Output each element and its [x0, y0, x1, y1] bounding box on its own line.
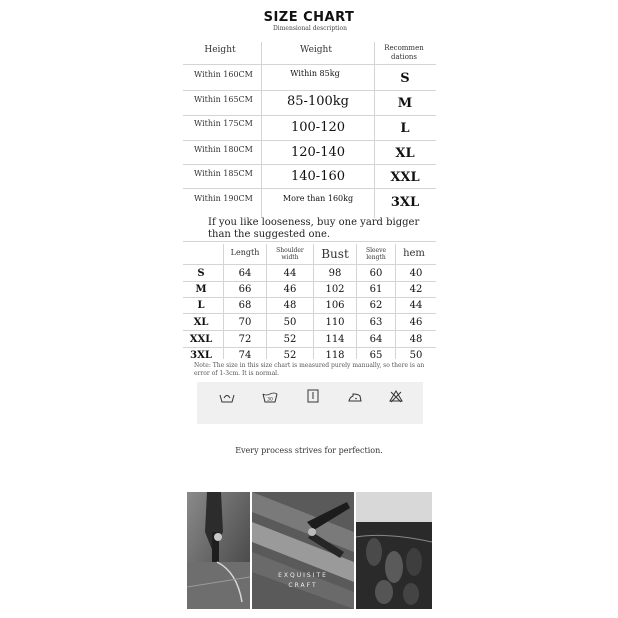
table1-rule: [183, 64, 436, 65]
row1-weight: Within 85kg: [290, 69, 340, 78]
size-chart-subtitle: Dimensional description: [273, 25, 347, 32]
cell-length: 66: [238, 284, 252, 295]
table2-divider: [356, 244, 357, 359]
cell-length: 64: [238, 268, 252, 279]
cell-shoulder: 52: [283, 334, 297, 345]
cell-sleeve: 65: [369, 350, 383, 361]
header-shoulder-width: Shoulder width: [276, 247, 304, 261]
sewing-machine-photo: [187, 492, 250, 609]
cell-bust: 110: [325, 317, 345, 328]
row-size: S: [197, 268, 205, 279]
table2-rule: [183, 264, 436, 265]
row2-size: M: [397, 96, 413, 111]
cell-hem: 40: [409, 268, 423, 279]
cell-hem: 46: [409, 317, 423, 328]
header-bust: Bust: [321, 247, 349, 261]
header-recommendations: Recommen dations: [384, 44, 424, 61]
cell-length: 72: [238, 334, 252, 345]
measurement-note: Note: The size in this size chart is measured purely manually, so there is an error of 1-3cm. It is normal.: [194, 362, 425, 377]
cell-bust: 114: [325, 334, 345, 345]
care-instructions-strip: [197, 382, 423, 424]
table1-rule: [183, 164, 436, 165]
row6-size: 3XL: [390, 195, 420, 210]
row6-weight: More than 160kg: [282, 194, 354, 203]
row3-height: Within 175CM: [194, 119, 253, 128]
cutting-tool-photo: [252, 492, 354, 609]
table1-rule: [183, 90, 436, 91]
craft-label-bottom: CRAFT: [288, 582, 318, 589]
cell-length: 74: [238, 350, 252, 361]
row4-size: XL: [395, 146, 415, 161]
table2-rule: [183, 281, 436, 282]
table1-divider: [261, 42, 262, 218]
cell-hem: 44: [409, 300, 423, 311]
hand-wash-icon: [219, 390, 235, 404]
row5-weight: 140-160: [290, 169, 346, 184]
craft-label-top: EXQUISITE: [278, 572, 328, 579]
table2-divider: [266, 244, 267, 359]
row2-height: Within 165CM: [194, 95, 253, 104]
table1-rule: [183, 115, 436, 116]
header-length: Length: [230, 248, 260, 257]
cell-shoulder: 46: [283, 284, 297, 295]
table2-rule: [183, 297, 436, 298]
cell-sleeve: 61: [369, 284, 383, 295]
cell-sleeve: 62: [369, 300, 383, 311]
row4-weight: 120-140: [290, 145, 346, 160]
cell-sleeve: 60: [369, 268, 383, 279]
header-weight: Weight: [300, 45, 332, 55]
table2-rule: [183, 313, 436, 314]
cell-sleeve: 63: [369, 317, 383, 328]
row5-size: XXL: [390, 170, 420, 185]
table1-rule: [183, 140, 436, 141]
hang-dry-icon: [305, 389, 321, 403]
cell-shoulder: 50: [283, 317, 297, 328]
looseness-note: If you like looseness, buy one yard bigger than the suggested one.: [208, 217, 420, 240]
row5-height: Within 185CM: [194, 169, 253, 178]
process-title: Every process strives for perfection.: [235, 446, 383, 455]
row3-weight: 100-120: [290, 120, 346, 135]
svg-text:30: 30: [267, 397, 273, 403]
size-chart-title: SIZE CHART: [263, 10, 355, 25]
cell-hem: 42: [409, 284, 423, 295]
cell-shoulder: 44: [283, 268, 297, 279]
row3-size: L: [400, 121, 410, 136]
row-size: 3XL: [190, 350, 212, 361]
cell-length: 68: [238, 300, 252, 311]
header-hem: hem: [403, 248, 425, 259]
header-height: Height: [204, 45, 236, 55]
row1-height: Within 160CM: [194, 70, 253, 79]
table2-rule: [183, 347, 436, 348]
thread-spools-photo: [356, 492, 432, 609]
row4-height: Within 180CM: [194, 145, 253, 154]
table2-divider: [223, 244, 224, 359]
wash-temperature-icon: [262, 390, 278, 404]
cell-shoulder: 52: [283, 350, 297, 361]
table2-rule: [183, 330, 436, 331]
row-size: XXL: [189, 334, 213, 345]
row-size: M: [195, 284, 207, 295]
row1-size: S: [400, 71, 410, 86]
cell-bust: 102: [325, 284, 345, 295]
cell-bust: 106: [325, 300, 345, 311]
cell-length: 70: [238, 317, 252, 328]
no-bleach-icon: [388, 389, 404, 403]
table1-divider: [374, 42, 375, 218]
table1-rule: [183, 188, 436, 189]
cell-hem: 48: [409, 334, 423, 345]
header-sleeve-length: Sleeve length: [365, 247, 387, 261]
cell-bust: 118: [325, 350, 345, 361]
row6-height: Within 190CM: [194, 194, 253, 203]
cell-hem: 50: [409, 350, 423, 361]
section-rule: [183, 241, 436, 242]
row-size: XL: [193, 317, 209, 328]
iron-icon: [347, 390, 363, 404]
cell-bust: 98: [328, 268, 342, 279]
row2-weight: 85-100kg: [287, 94, 349, 109]
cell-shoulder: 48: [283, 300, 297, 311]
cell-sleeve: 64: [369, 334, 383, 345]
row-size: L: [197, 300, 205, 311]
